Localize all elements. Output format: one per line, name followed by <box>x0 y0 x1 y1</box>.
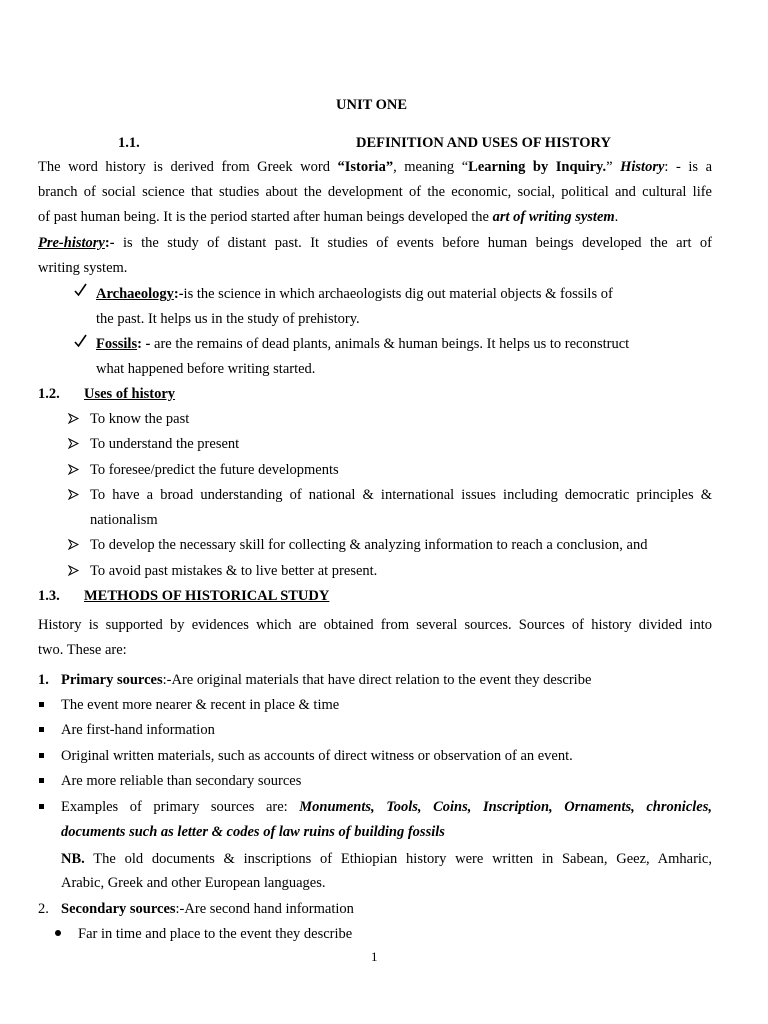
section-1-3-number: 1.3. <box>38 588 60 604</box>
primary-examples-line-2: documents such as letter & codes of law ruins of building fossils <box>61 824 445 840</box>
prehistory-line-1: Pre-history:- is the study of distant past. It studies of events before human beings developed the art of <box>38 235 712 251</box>
check-item-archaeology: Archaeology:-is the science in which archaeologists dig out material objects & fossils of <box>96 286 613 302</box>
secondary-bullet: Far in time and place to the event they describe <box>78 926 353 942</box>
checkmark-icon <box>74 334 87 353</box>
intro-line-1: The word history is derived from Greek word “Istoria”, meaning “Learning by Inquiry.” History: - is a <box>38 159 713 175</box>
section-1-1-title: DEFINITION AND USES OF HISTORY <box>356 135 611 151</box>
arrow-bullet-icon <box>68 538 79 555</box>
section-1-1-number: 1.1. <box>118 135 140 151</box>
section-1-2-number: 1.2. <box>38 386 60 402</box>
primary-bullet: Original written materials, such as accounts of direct witness or observation of an event. <box>61 748 573 764</box>
check-item-fossils-cont: what happened before writing started. <box>96 361 316 377</box>
uses-item-cont: nationalism <box>90 512 158 528</box>
check-item-archaeology-cont: the past. It helps us in the study of prehistory. <box>96 311 360 327</box>
methods-intro-line-2: two. These are: <box>38 642 127 658</box>
arrow-bullet-icon <box>68 488 79 505</box>
primary-bullet: Are more reliable than secondary sources <box>61 773 302 789</box>
arrow-bullet-icon <box>68 463 79 480</box>
prehistory-term: Pre-history <box>38 235 105 251</box>
uses-item: To have a broad understanding of national & international issues including democratic principles & <box>90 487 712 503</box>
secondary-heading: Secondary sources:-Are second hand information <box>61 901 354 917</box>
prehistory-line-2: writing system. <box>38 260 128 276</box>
check-item-fossils: Fossils: - are the remains of dead plants, animals & human beings. It helps us to reconstruct <box>96 336 630 352</box>
arrow-bullet-icon <box>68 437 79 454</box>
uses-item: To foresee/predict the future developments <box>90 462 339 478</box>
nb-line-2: Arabic, Greek and other European languages. <box>61 875 326 891</box>
uses-item: To avoid past mistakes & to live better at present. <box>90 563 378 579</box>
square-bullet-icon <box>39 753 44 758</box>
uses-item: To know the past <box>90 411 190 427</box>
arrow-bullet-icon <box>68 564 79 581</box>
square-bullet-icon <box>39 778 44 783</box>
primary-heading: Primary sources:-Are original materials that have direct relation to the event they describe <box>61 672 592 688</box>
section-1-3-title: METHODS OF HISTORICAL STUDY <box>84 588 330 604</box>
page-number: 1 <box>371 949 378 964</box>
square-bullet-icon <box>39 804 44 809</box>
intro-line-2: branch of social science that studies about the development of the economic, social, political and cultural life <box>38 184 712 200</box>
primary-bullet: Are first-hand information <box>61 722 215 738</box>
round-bullet-icon <box>55 930 61 936</box>
methods-intro-line-1: History is supported by evidences which are obtained from several sources. Sources of history divided into <box>38 617 712 633</box>
primary-number: 1. <box>38 672 49 688</box>
uses-item: To develop the necessary skill for collecting & analyzing information to reach a conclusion, and <box>90 537 648 553</box>
arrow-bullet-icon <box>68 412 79 429</box>
primary-bullet: The event more nearer & recent in place & time <box>61 697 340 713</box>
uses-item: To understand the present <box>90 436 240 452</box>
unit-title: UNIT ONE <box>336 97 408 113</box>
section-1-2-title: Uses of history <box>84 386 176 402</box>
intro-line-3: of past human being. It is the period started after human beings developed the art of writing system. <box>38 209 619 225</box>
square-bullet-icon <box>39 727 44 732</box>
square-bullet-icon <box>39 702 44 707</box>
secondary-number: 2. <box>38 901 49 917</box>
checkmark-icon <box>74 283 87 302</box>
nb-line-1: NB. The old documents & inscriptions of Ethiopian history were written in Sabean, Geez, Amharic, <box>61 851 712 867</box>
primary-examples-line-1: Examples of primary sources are: Monuments, Tools, Coins, Inscription, Ornaments, chronicles, <box>61 799 712 815</box>
